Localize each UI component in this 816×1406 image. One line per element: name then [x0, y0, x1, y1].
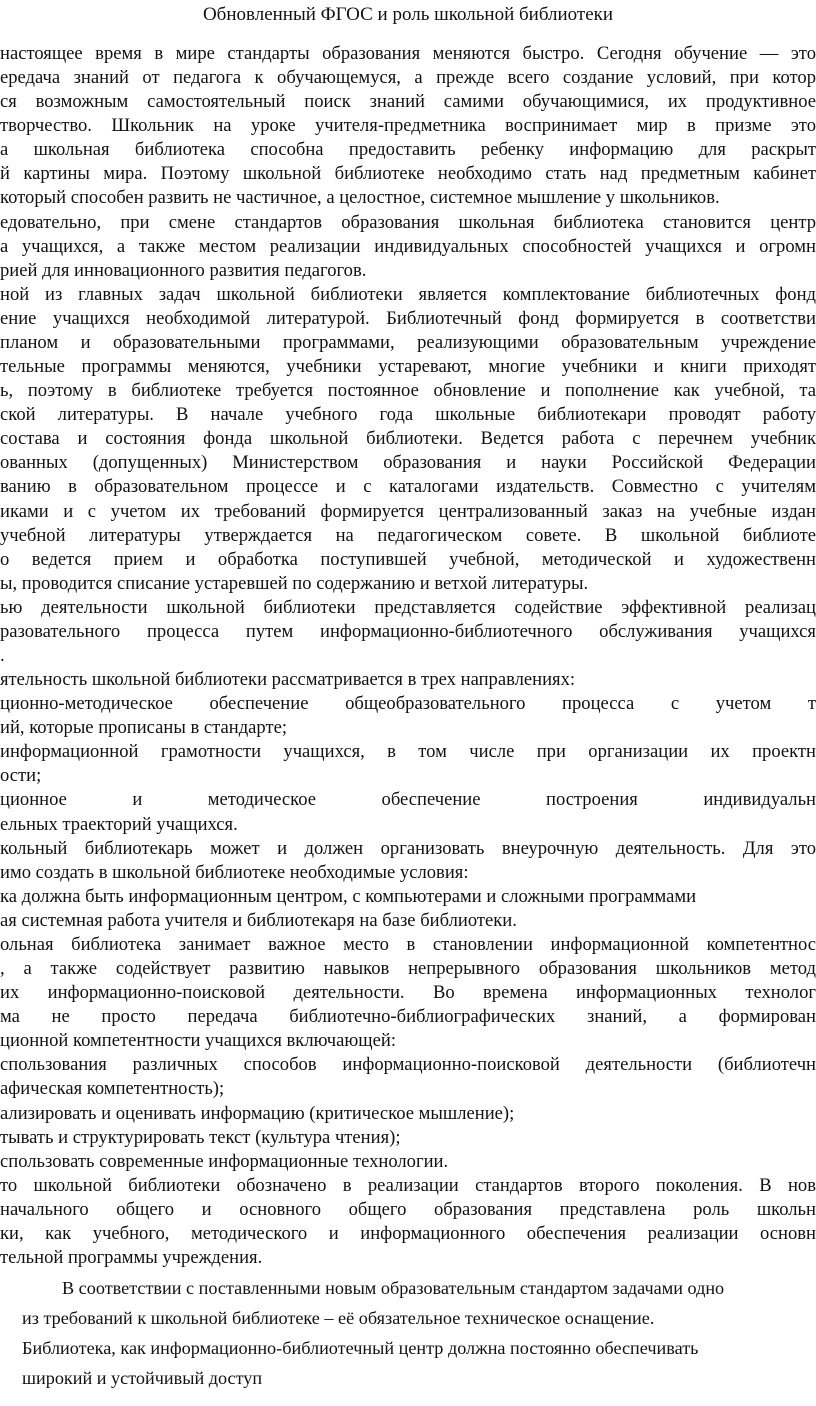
text-line: ционно-методическое обеспечение общеобразовательного процесса с учетом т [0, 693, 816, 715]
text-line: то школьной библиотеки обозначено в реализации стандартов второго поколения. В нов [0, 1174, 816, 1196]
text-line: . [0, 645, 5, 666]
text-line: й картины мира. Поэтому школьной библиотеке необходимо стать над предметным кабинет [0, 163, 816, 185]
text-line: начального общего и основного общего образования представлена роль школьн [0, 1198, 816, 1220]
closing-text-line: Библиотека, как информационно-библиотечный центр должна постоянно обеспечивать [22, 1338, 699, 1358]
text-line: ванию в образовательном процессе и с каталогами издательств. Совместно с учителям [0, 476, 816, 498]
text-line: планом и образовательными программами, реализующими образовательным учреждение [0, 331, 816, 353]
text-line: тельной программы учреждения. [0, 1247, 263, 1268]
text-line: а учащихся, а также местом реализации индивидуальных способностей учащихся и огромн [0, 235, 816, 257]
closing-text-line: из требований к школьной библиотеке – её обязательное техническое оснащение. [22, 1308, 655, 1328]
text-line: спользования различных способов информационно-поисковой деятельности (библиотечн [0, 1054, 816, 1076]
text-line: который способен развить не частичное, а целостное, системное мышление у школьников. [0, 187, 720, 209]
text-line: учебной литературы утверждается на педагогическом совете. В школьной библиоте [0, 524, 816, 546]
text-line: ы, проводится списание устаревшей по содержанию и ветхой литературы. [0, 572, 589, 594]
text-line: ционной компетентности учащихся включающей: [0, 1030, 396, 1052]
document-title: Обновленный ФГОС и роль школьной библиотеки [202, 4, 614, 25]
text-line: ости; [0, 765, 42, 787]
text-line: спользовать современные информационные технологии. [0, 1150, 449, 1172]
text-line: кольный библиотекарь может и должен организовать внеурочную деятельность. Для это [0, 837, 816, 859]
text-line: ализировать и оценивать информацию (критическое мышление); [0, 1102, 515, 1124]
text-line: ятельность школьной библиотеки рассматривается в трех направлениях: [0, 669, 576, 691]
text-line: ельных траекторий учащихся. [0, 813, 238, 835]
text-line: ая системная работа учителя и библиотекаря на базе библиотеки. [0, 909, 517, 931]
closing-text-line: В соответствии с поставленными новым образовательным стандартом задачами одно [62, 1278, 725, 1298]
text-line: ционное и методическое обеспечение построения индивидуальн [0, 789, 816, 811]
text-line: о ведется прием и обработка поступившей учебной, методической и художественн [0, 548, 816, 570]
text-line: ольная библиотека занимает важное место в становлении информационной компетентнос [0, 933, 816, 955]
text-line: ма не просто передача библиотечно-библиографических знаний, а формирован [0, 1006, 816, 1028]
text-line: ка должна быть информационным центром, с компьютерами и сложными программами [0, 885, 697, 907]
text-line: , а также содействует развитию навыков непрерывного образования школьников метод [0, 958, 816, 980]
text-line: ся возможным самостоятельный поиск знаний самими обучающимися, их продуктивное [0, 91, 816, 113]
text-line: разовательного процесса путем информационно-библиотечного обслуживания учащихся [0, 620, 816, 642]
text-line: едовательно, при смене стандартов образования школьная библиотека становится центр [0, 211, 816, 233]
text-line: состава и состояния фонда школьной библиотеки. Ведется работа с перечнем учебник [0, 428, 816, 450]
text-line: а школьная библиотека способна предоставить ребенку информацию для раскрыт [0, 139, 816, 161]
text-line: настоящее время в мире стандарты образования меняются быстро. Сегодня обучение — это [0, 43, 816, 64]
text-line: ь, поэтому в библиотеке требуется постоянное обновление и пополнение как учебной, та [0, 380, 816, 402]
text-line: ованных (допущенных) Министерством образования и науки Российской Федерации [0, 452, 816, 474]
text-line: ение учащихся необходимой литературой. Библиотечный фонд формируется в соответстви [0, 307, 816, 329]
text-line: информационной грамотности учащихся, в том числе при организации их проектн [0, 741, 816, 763]
text-line: их информационно-поисковой деятельности. Во времена информационных технолог [0, 982, 816, 1004]
text-line: тывать и структурировать текст (культура чтения); [0, 1126, 401, 1148]
text-line: ной из главных задач школьной библиотеки является комплектование библиотечных фонд [0, 283, 816, 305]
text-line: ки, как учебного, методического и информационного обеспечения реализации основн [0, 1222, 816, 1244]
text-line: иками и с учетом их требований формируется централизованный заказ на учебные издан [0, 500, 816, 522]
text-line: тельные программы меняются, учебники устаревают, многие учебники и книги приходят [0, 356, 816, 378]
text-line: рией для инновационного развития педагогов. [0, 259, 367, 281]
text-line: творчество. Школьник на уроке учителя-предметника воспринимает мир в призме это [0, 115, 816, 137]
text-line: имо создать в школьной библиотеке необходимые условия: [0, 861, 469, 883]
text-line: ередача знаний от педагога к обучающемуся, а прежде всего создание условий, при котор [0, 67, 816, 89]
text-line: ий, которые прописаны в стандарте; [0, 717, 288, 739]
text-line: ью деятельности школьной библиотеки представляется содействие эффективной реализац [0, 596, 816, 618]
closing-text-line: широкий и устойчивый доступ [22, 1368, 263, 1388]
text-line: ской литературы. В начале учебного года школьные библиотекари проводят работу [0, 404, 816, 426]
text-line: афическая компетентность); [0, 1078, 225, 1100]
